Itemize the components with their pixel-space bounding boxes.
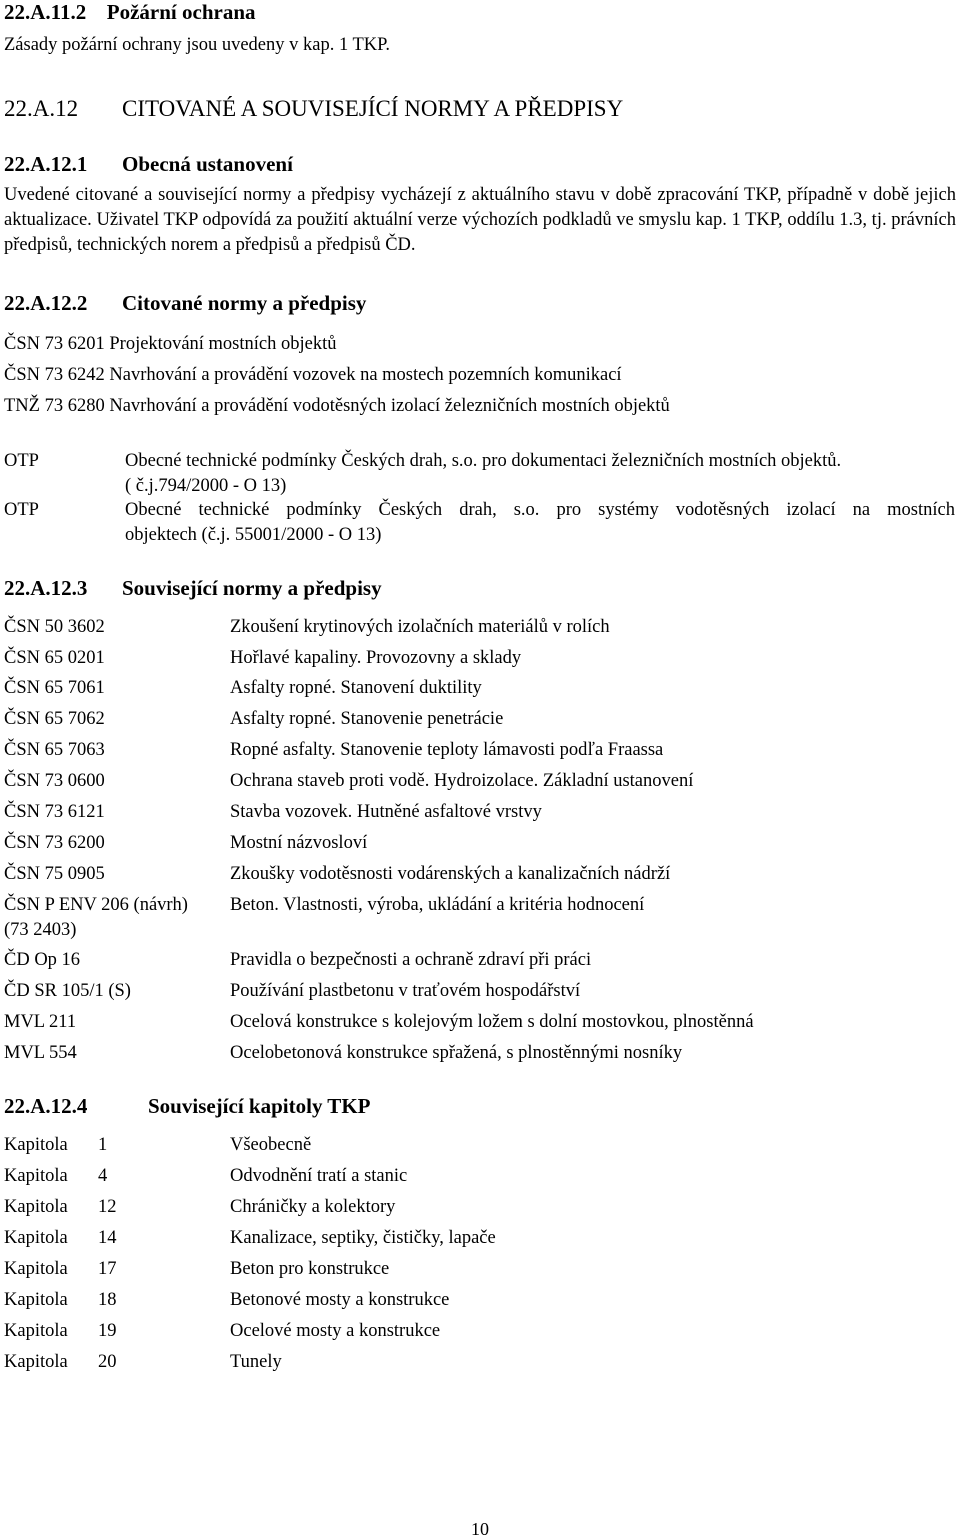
- section-number: 22.A.12.3: [4, 576, 88, 600]
- chapter-number: 14: [98, 1228, 117, 1248]
- section-heading-12: [4, 96, 78, 122]
- chapter-title: Tunely: [230, 1352, 282, 1372]
- chapter-number: 18: [98, 1290, 117, 1310]
- paragraph-general-provisions: Uvedené citované a související normy a předpisy vycházejí z aktuálního stavu v době zpracování TKP, případně v době jejich aktualizace. Uživatel TKP odpovídá za použití aktuální verze výchozích podkladů ve smyslu kap. 1 TKP, oddílu 1.3, tj. právních předpisů, technických norem a předpisů a předpisů ČD.: [4, 185, 956, 255]
- section-title-12: CITOVANÉ A SOUVISEJÍCÍ NORMY A PŘEDPISY: [122, 96, 624, 121]
- norm-code: ČSN 73 6201: [4, 334, 105, 354]
- chapter-title: Beton pro konstrukce: [230, 1259, 390, 1279]
- chapter-label: Kapitola: [4, 1259, 68, 1279]
- related-norm-code: ČSN 65 7062: [4, 709, 105, 729]
- otp-code: OTP: [4, 451, 39, 471]
- chapter-number: 12: [98, 1197, 117, 1217]
- related-norm-code: MVL 554: [4, 1043, 77, 1063]
- otp-description: Obecné technické podmínky Českých drah, s.o. pro systémy vodotěsných izolací na mostních: [125, 500, 955, 520]
- chapter-title: Betonové mosty a konstrukce: [230, 1290, 450, 1310]
- related-norm-title: Asfalty ropné. Stanovení duktility: [230, 678, 482, 698]
- section-number: 22.A.12: [4, 96, 79, 121]
- section-heading-12-2: [4, 291, 87, 316]
- related-norm-code: ČD Op 16: [4, 950, 81, 970]
- related-norm-code: ČSN 65 7063: [4, 740, 105, 760]
- related-norm-code: ČSN 73 6200: [4, 833, 105, 853]
- section-heading-12-4: [4, 1094, 87, 1119]
- chapter-number: 19: [98, 1321, 117, 1341]
- norm-title: Navrhování a provádění vozovek na mostech pozemních komunikací: [109, 365, 622, 385]
- section-number: 22.A.12.4: [4, 1094, 88, 1118]
- chapter-number: 1: [98, 1135, 108, 1155]
- chapter-number: 4: [98, 1166, 108, 1186]
- related-norm-title: Zkoušky vodotěsnosti vodárenských a kanalizačních nádrží: [230, 864, 671, 884]
- chapter-number: 20: [98, 1352, 117, 1372]
- related-norm-title: Ropné asfalty. Stanovenie teploty lámavosti podľa Fraassa: [230, 740, 664, 760]
- section-number: 22.A.12.1: [4, 152, 88, 176]
- related-norm-code: ČSN P ENV 206 (návrh): [4, 895, 188, 915]
- section-heading-11-2: [4, 0, 256, 25]
- section-title-12-2: Citované normy a předpisy: [122, 291, 367, 315]
- section-title-12-3: Související normy a předpisy: [122, 576, 382, 600]
- norm-row: [4, 365, 622, 386]
- page-number: 10: [471, 1519, 489, 1539]
- section-title-12-4: Související kapitoly TKP: [148, 1094, 371, 1118]
- section-heading-12-1: [4, 152, 87, 177]
- related-norm-code-secondary: (73 2403): [4, 920, 77, 940]
- chapter-label: Kapitola: [4, 1290, 68, 1310]
- chapter-number: 17: [98, 1259, 117, 1279]
- norm-code: ČSN 73 6242: [4, 365, 105, 385]
- related-norm-code: ČSN 50 3602: [4, 617, 105, 637]
- related-norm-title: Beton. Vlastnosti, výroba, ukládání a kritéria hodnocení: [230, 895, 645, 915]
- related-norm-code: ČSN 75 0905: [4, 864, 105, 884]
- related-norm-title: Mostní názvosloví: [230, 833, 368, 853]
- related-norm-code: ČSN 73 0600: [4, 771, 105, 791]
- paragraph-fire-protection: Zásady požární ochrany jsou uvedeny v kap. 1 TKP.: [4, 35, 391, 55]
- related-norm-title: Ocelobetonová konstrukce spřažená, s plnostěnnými nosníky: [230, 1043, 683, 1063]
- chapter-title: Ocelové mosty a konstrukce: [230, 1321, 441, 1341]
- norm-code: TNŽ 73 6280: [4, 396, 105, 416]
- related-norm-title: Zkoušení krytinových izolačních materiálů v rolích: [230, 617, 610, 637]
- chapter-title: Kanalizace, septiky, čističky, lapače: [230, 1228, 496, 1248]
- chapter-title: Všeobecně: [230, 1135, 312, 1155]
- section-number: 22.A.11.2: [4, 0, 87, 24]
- otp-description-ref: ( č.j.794/2000 - O 13): [125, 476, 287, 496]
- otp-description: Obecné technické podmínky Českých drah, s.o. pro dokumentaci železničních mostních objektů.: [125, 451, 842, 471]
- section-title-12-1: Obecná ustanovení: [122, 152, 293, 176]
- chapter-label: Kapitola: [4, 1352, 68, 1372]
- chapter-label: Kapitola: [4, 1166, 68, 1186]
- chapter-label: Kapitola: [4, 1135, 68, 1155]
- norm-title: Navrhování a provádění vodotěsných izolací železničních mostních objektů: [109, 396, 670, 416]
- otp-code: OTP: [4, 500, 39, 520]
- related-norm-code: ČSN 65 7061: [4, 678, 105, 698]
- related-norm-title: Hořlavé kapaliny. Provozovny a sklady: [230, 648, 522, 668]
- related-norm-code: ČSN 73 6121: [4, 802, 105, 822]
- section-heading-12-3: [4, 576, 87, 601]
- norm-title: Projektování mostních objektů: [109, 334, 337, 354]
- related-norm-title: Používání plastbetonu v traťovém hospodářství: [230, 981, 581, 1001]
- related-norm-title: Stavba vozovek. Hutněné asfaltové vrstvy: [230, 802, 542, 822]
- chapter-title: Chráničky a kolektory: [230, 1197, 396, 1217]
- otp-description-ref: objektech (č.j. 55001/2000 - O 13): [125, 525, 382, 545]
- chapter-title: Odvodnění tratí a stanic: [230, 1166, 408, 1186]
- norm-row: [4, 396, 670, 417]
- related-norm-title: Ochrana staveb proti vodě. Hydroizolace. Základní ustanovení: [230, 771, 694, 791]
- related-norm-title: Asfalty ropné. Stanovenie penetrácie: [230, 709, 504, 729]
- chapter-label: Kapitola: [4, 1197, 68, 1217]
- chapter-label: Kapitola: [4, 1228, 68, 1248]
- section-title: Požární ochrana: [106, 0, 256, 24]
- related-norm-title: Pravidla o bezpečnosti a ochraně zdraví při práci: [230, 950, 592, 970]
- related-norm-title: Ocelová konstrukce s kolejovým ložem s dolní mostovkou, plnostěnná: [230, 1012, 754, 1032]
- chapter-label: Kapitola: [4, 1321, 68, 1341]
- norm-row: [4, 334, 337, 355]
- related-norm-code: ČSN 65 0201: [4, 648, 105, 668]
- related-norm-code: MVL 211: [4, 1012, 77, 1032]
- related-norm-code: ČD SR 105/1 (S): [4, 981, 131, 1001]
- section-number: 22.A.12.2: [4, 291, 88, 315]
